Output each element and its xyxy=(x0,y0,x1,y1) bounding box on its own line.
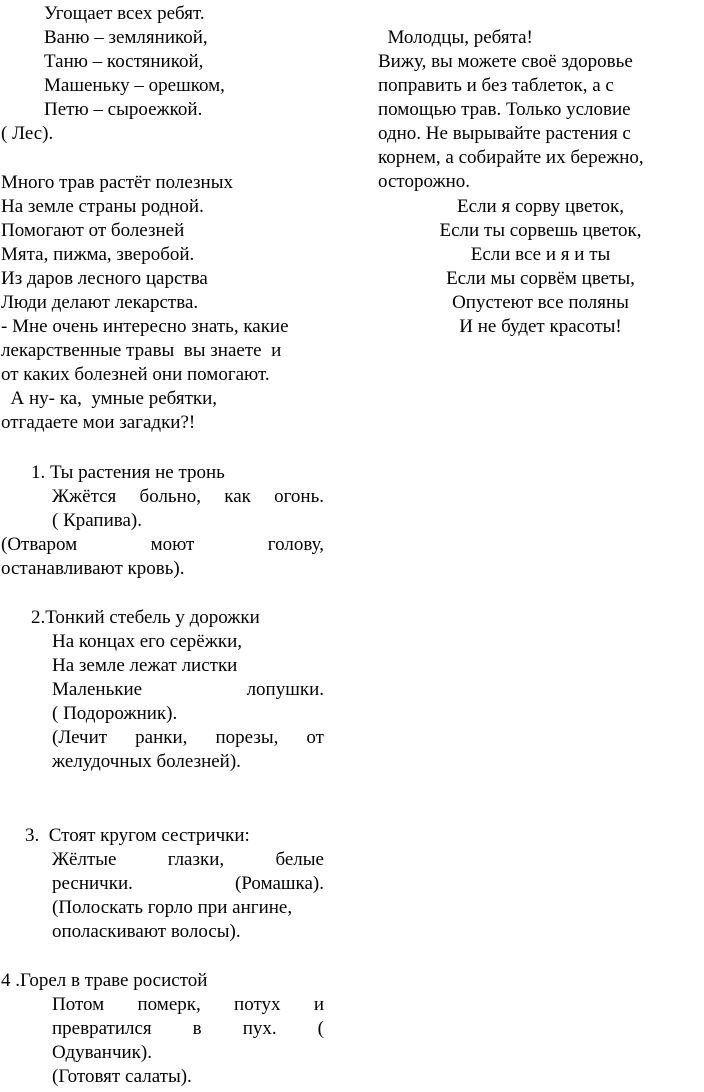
justified-line xyxy=(52,485,324,509)
text-line: Ваню – земляникой, xyxy=(44,27,208,48)
text-line: останавливают кровь). xyxy=(1,558,185,579)
word: Жёлтые xyxy=(52,849,117,870)
text-line: И не будет красоты! xyxy=(459,316,622,337)
word: лопушки. xyxy=(246,679,324,700)
word: огонь. xyxy=(274,486,324,507)
riddle-question: 1. Ты растения не тронь xyxy=(31,462,225,483)
text-line: Таню – костяникой, xyxy=(44,51,204,72)
word: потух xyxy=(234,994,281,1015)
text-line: одно. Не вырывайте растения с xyxy=(378,123,631,144)
word: и xyxy=(313,994,324,1015)
word: Потом xyxy=(52,994,105,1015)
text-line: На земле страны родной. xyxy=(1,196,204,217)
word: голову, xyxy=(267,534,324,555)
justified-line xyxy=(1,533,324,557)
text-line: Если мы сорвём цветы, xyxy=(446,268,635,289)
riddle-answer: (Ромашка). xyxy=(235,873,324,894)
justified-line xyxy=(52,678,324,702)
text-line: Петю – сыроежкой. xyxy=(44,99,203,120)
justified-line xyxy=(52,993,324,1017)
justified-line xyxy=(52,872,324,896)
text-line: осторожно. xyxy=(378,171,471,192)
text-line: Помогают от болезней xyxy=(1,220,185,241)
text-line: (Готовят салаты). xyxy=(52,1066,192,1087)
word: от xyxy=(306,727,324,748)
word: ( xyxy=(317,1018,324,1039)
word: Жжётся xyxy=(52,486,117,507)
text-line: поправить и без таблеток, а с xyxy=(378,75,614,96)
text-line: Машеньку – орешком, xyxy=(44,75,225,96)
text-line: На концах его серёжки, xyxy=(52,631,242,652)
text-line: лекарственные травы вы знаете и xyxy=(1,340,282,361)
riddle-answer: ( Крапива). xyxy=(52,510,142,531)
text-line: Вижу, вы можете своё здоровье xyxy=(378,51,633,72)
text-line: А ну- ка, умные ребятки, xyxy=(1,388,218,409)
word: как xyxy=(224,486,251,507)
text-line: помощью трав. Только условие xyxy=(378,99,631,120)
text-line: ополаскивают волосы). xyxy=(52,921,241,942)
text-line: Люди делают лекарства. xyxy=(1,292,199,313)
word: ранки, xyxy=(135,727,188,748)
riddle-question: 2.Тонкий стебель у дорожки xyxy=(31,607,260,628)
text-line: Опустеют все поляны xyxy=(452,292,629,313)
riddle-question: 3. Стоят кругом сестрички: xyxy=(25,825,250,846)
text-line: отгадаете мои загадки?! xyxy=(1,412,196,433)
text-line: (Полоскать горло при ангине, xyxy=(52,897,293,918)
riddle-answer: Одуванчик). xyxy=(52,1042,152,1063)
text-line: желудочных болезней). xyxy=(52,751,241,772)
text-line: Угощает всех ребят. xyxy=(44,3,205,24)
riddle-answer: ( Лес). xyxy=(1,123,54,144)
word: глазки, xyxy=(167,849,225,870)
text-line: Если все и я и ты xyxy=(470,244,611,265)
word: пух. xyxy=(242,1018,277,1039)
word: померк, xyxy=(137,994,201,1015)
text-line: Если я сорву цветок, xyxy=(457,196,624,217)
justified-line xyxy=(52,726,324,750)
text-line: от каких болезней они помогают. xyxy=(1,364,270,385)
word: реснички. xyxy=(52,873,133,894)
praise-line: Молодцы, ребята! xyxy=(378,27,533,48)
word: Маленькие xyxy=(52,679,143,700)
word: моют xyxy=(150,534,195,555)
word: (Отваром xyxy=(1,534,78,555)
text-line: Из даров лесного царства xyxy=(1,268,208,289)
word: белые xyxy=(275,849,324,870)
justified-line xyxy=(52,1017,324,1041)
word: порезы, xyxy=(215,727,279,748)
text-line: - Мне очень интересно знать, какие xyxy=(1,316,289,337)
text-line: Много трав растёт полезных xyxy=(1,172,233,193)
riddle-question: 4 .Горел в траве росистой xyxy=(1,970,208,991)
riddle-answer: ( Подорожник). xyxy=(52,703,178,724)
word: в xyxy=(192,1018,202,1039)
text-line: Если ты сорвешь цветок, xyxy=(439,220,642,241)
text-line: корнем, а собирайте их бережно, xyxy=(378,147,644,168)
word: превратился xyxy=(52,1018,152,1039)
text-line: На земле лежат листки xyxy=(52,655,238,676)
word: больно, xyxy=(139,486,202,507)
word: (Лечит xyxy=(52,727,108,748)
text-line: Мята, пижма, зверобой. xyxy=(1,244,195,265)
justified-line xyxy=(52,848,324,872)
